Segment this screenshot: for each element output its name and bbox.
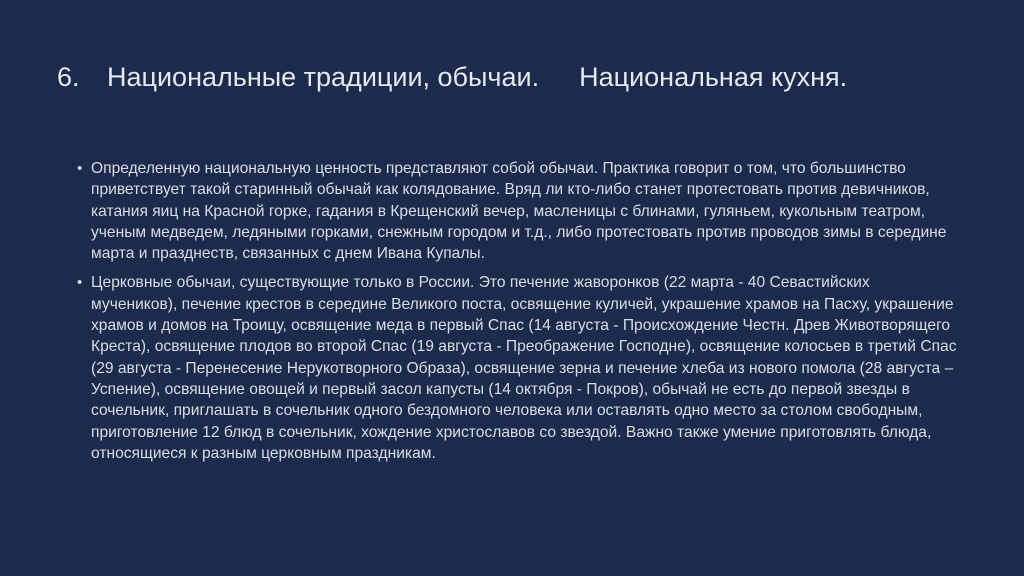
bullet-marker-icon: •	[77, 160, 83, 177]
slide-title-number: 6.	[57, 62, 80, 92]
slide-title-part-2: Национальная кухня.	[579, 62, 848, 92]
bullet-text: Церковные обычаи, существующие только в России. Это печение жаворонков (22 марта - 40 Севастийских мучеников), печение крестов в середине Великого поста, освящение куличей, украшение храмов на Пасху, украшение храмов и домов на Троицу, освящение меда в первый Спас (14 августа - Происхождение Честн. Древ Животворящего Креста), освящение плодов во второй Спас (19 августа - Преображение Господне), освящение колосьев в третий Спас (29 августа - Перенесение Нерукотворного Образа), освящение зерна и печение хлеба из нового помола (28 августа – Успение), освящение овощей и первый засол капусты (14 октября - Покров), обычай не есть до первой звезды в сочельник, приглашать в сочельник одного бездомного человека или оставлять одно место за столом свободным, приготовление 12 блюд в сочельник, хождение христославов со звездой. Важно также умение приготовлять блюда, относящиеся к разным церковным праздникам.	[91, 274, 957, 462]
slide-title	[57, 58, 997, 96]
bullet-marker-icon: •	[77, 274, 83, 292]
bullet-item	[77, 272, 957, 464]
slide-title-part-1: Национальные традиции, обычаи.	[107, 62, 540, 92]
bullet-item	[77, 158, 957, 264]
bullet-text: Определенную национальную ценность представляют собой обычаи. Практика говорит о том, что большинство приветствует такой старинный обычай как колядование. Вряд ли кто-либо станет протестовать против девичников, катания яиц на Красной горке, гадания в Крещенский вечер, масленицы с блинами, гуляньем, кукольным театром, ученым медведем, ледяными горками, снежным городом и т.д., либо протестовать против проводов зимы в середине марта и празднеств, связанных с днем Ивана Купалы.	[91, 160, 947, 263]
slide-content	[77, 158, 957, 472]
